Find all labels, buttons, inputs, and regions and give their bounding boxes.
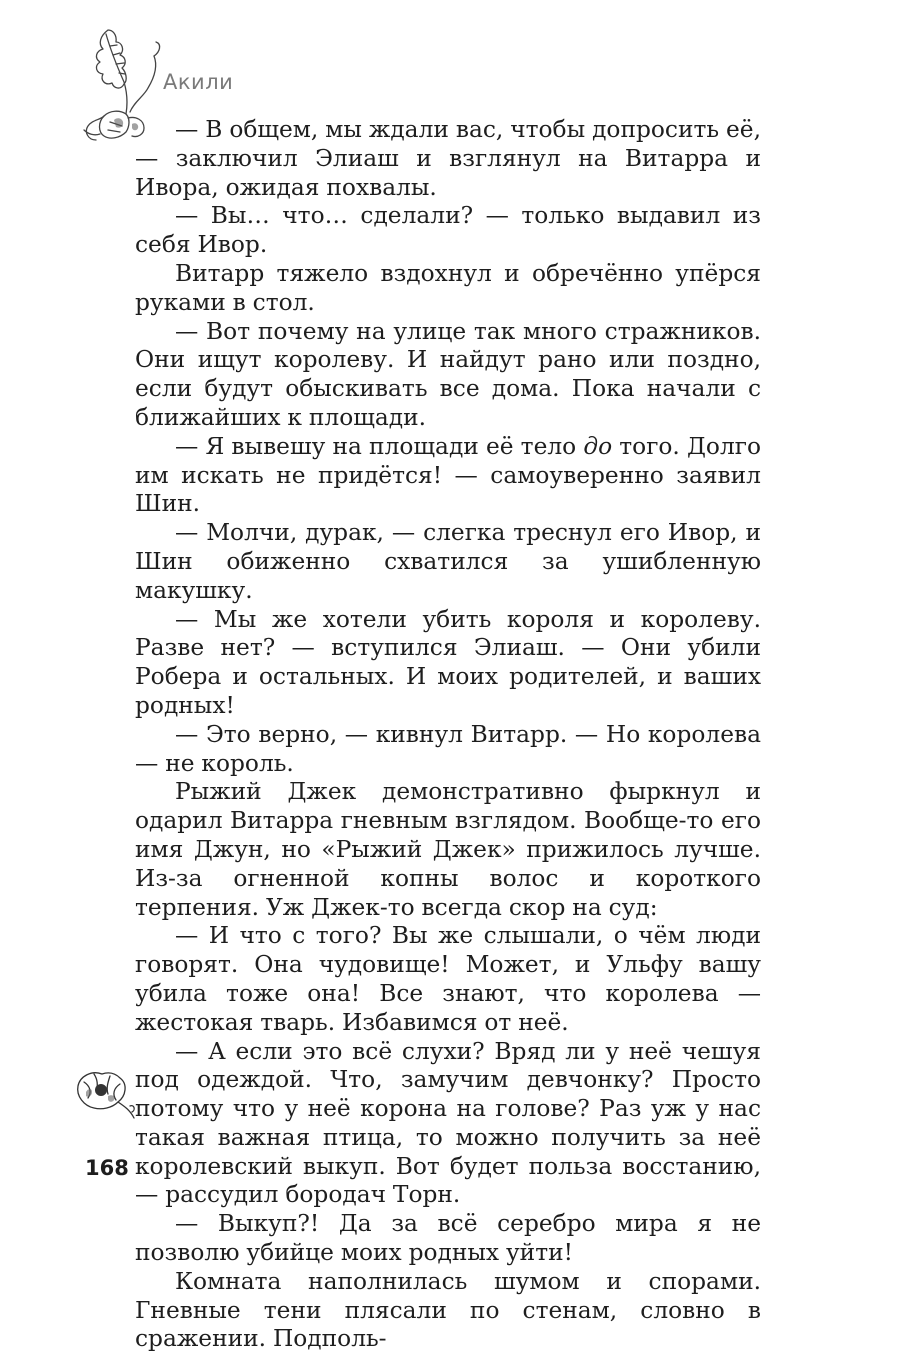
emphasis-word: до [583,432,613,460]
paragraph: — И что с того? Вы же слышали, о чём люди говорят. Она чудовище! Может, и Ульфу вашу убила тоже она! Все знают, что королева — жестокая тварь. Избавимся от неё. [135,922,761,1036]
paragraph-with-emphasis [135,433,761,519]
paragraph: — Молчи, дурак, — слегка треснул его Ивор, и Шин обиженно схватился за ушибленную макушку. [135,519,761,604]
paragraph: — Вы… что… сделали? — только выдавил из себя Ивор. [135,202,761,259]
running-head: Акили [163,70,234,94]
paragraph: — Мы же хотели убить короля и королеву. Разве нет? — вступился Элиаш. — Они убили Робера и остальных. И моих родителей, и ваших родных! [135,605,761,719]
paragraph-part: — Я вывешу на площади её тело [175,432,584,460]
paragraph-part: того. Долго им искать не придётся! — самоуверенно заявил Шин. [135,432,761,518]
page-number: 168 [85,1156,129,1180]
paragraph: — Вот почему на улице так много стражников. Они ищут королеву. И найдут рано или поздно, если будут обыскивать все дома. Пока начали с ближайших к площади. [135,317,761,431]
paragraph: Витарр тяжело вздохнул и обречённо упёрся руками в стол. [135,259,761,316]
paragraph: — Это верно, — кивнул Витарр. — Но королева — не король. [135,720,761,777]
paragraph: — А если это всё слухи? Вряд ли у неё чешуя под одеждой. Что, замучим девчонку? Просто потому что у неё корона на голове? Раз уж у нас такая важная птица, то можно получить за неё королевский выкуп. Вот будет польза восстанию, — рассудил бородач Торн. [135,1037,761,1209]
paragraph: — Выкуп?! Да за всё серебро мира я не позволю убийце моих родных уйти! [135,1210,761,1267]
body-text [135,116,761,1354]
paragraph: Рыжий Джек демонстративно фыркнул и одарил Витарра гневным взглядом. Вообще-то его имя Джун, но «Рыжий Джек» прижилось лучше. Из-за огненной копны волос и короткого терпения. Уж Джек-то всегда скор на суд: [135,778,761,921]
paragraph: Комната наполнилась шумом и спорами. Гневные тени плясали по стенам, словно в сражении. Подполь- [135,1267,761,1353]
poppy-flower-icon [72,1066,138,1122]
paragraph: — В общем, мы ждали вас, чтобы допросить её, — заключил Элиаш и взглянул на Витарра и Ивора, ожидая похвалы. [135,116,761,201]
